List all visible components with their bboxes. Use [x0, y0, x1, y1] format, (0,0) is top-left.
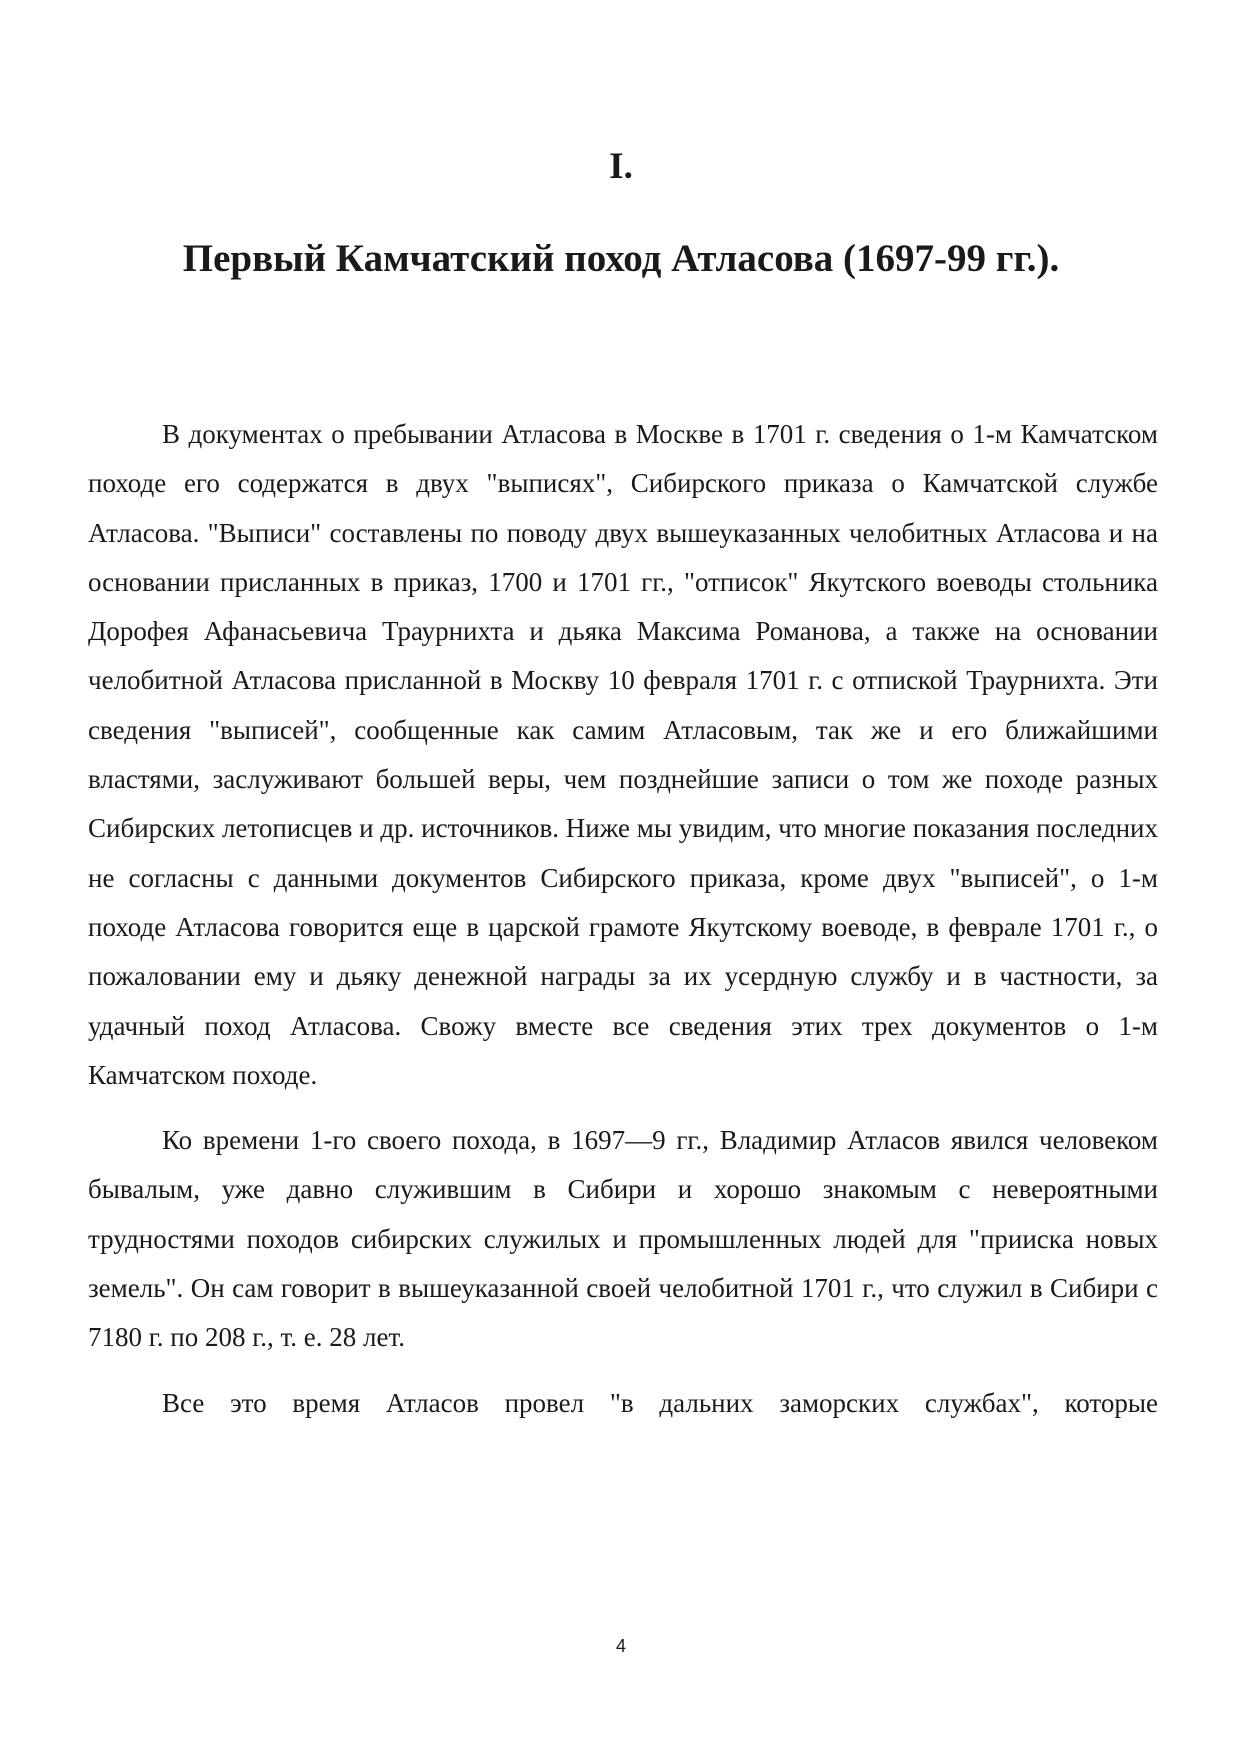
chapter-number: I. — [609, 146, 633, 187]
page-number: 4 — [615, 1636, 626, 1656]
paragraph-3: Все это время Атласов провел "в дальних заморских службах", которые — [162, 1387, 1158, 1418]
paragraph-2: Ко времени 1-го своего похода, в 1697—9 гг., Владимир Атласов явился человеком бывалым, уже давно служившим в Сибири и хорошо знакомым с невероятными трудностями походов сибирских служилых и промышленных людей для "приискa новых земель". Он сам говорит в вышеуказанной своей челобитной 1701 г., что служил в Сибири с 7180 г. по 208 г., т. е. 28 лет. — [88, 1125, 1158, 1353]
chapter-title: Первый Камчатский поход Атласова (1697-99 гг.). — [182, 237, 1060, 280]
body-text — [88, 410, 1158, 1444]
paragraph-1: В документах о пребывании Атласова в Москве в 1701 г. сведения о 1-м Камчатском походе его содержатся в двух "выписях", Сибирского приказа о Камчатской службе Атласова. "Выписи" составлены по поводу двух вышеуказанных челобитных Атласова и на основании присланных в приказ, 1700 и 1701 гг., "отписок" Якутского воеводы стольника Дорофея Афанасьевича Траурнихта и дьяка Максима Романова, а также на основании челобитной Атласова присланной в Москву 10 февраля 1701 г. с отпиской Траурнихта. Эти сведения "выписей", сообщенные как самим Атласовым, так же и его ближайшими властями, заслуживают большей веры, чем позднейшие записи о том же походе разных Сибирских летописцев и др. источников. Ниже мы увидим, что многие показания последних не согласны с данными документов Сибирского приказа, кроме двух "выписей", о 1-м походе Атласова говорится еще в царской грамоте Якутскому воеводе, в феврале 1701 г., о пожаловании ему и дьяку денежной награды за их усердную службу и в частности, за удачный поход Атласова. Свожу вместе все сведения этих трех документов о 1-м Камчатском походе. — [88, 419, 1158, 1090]
